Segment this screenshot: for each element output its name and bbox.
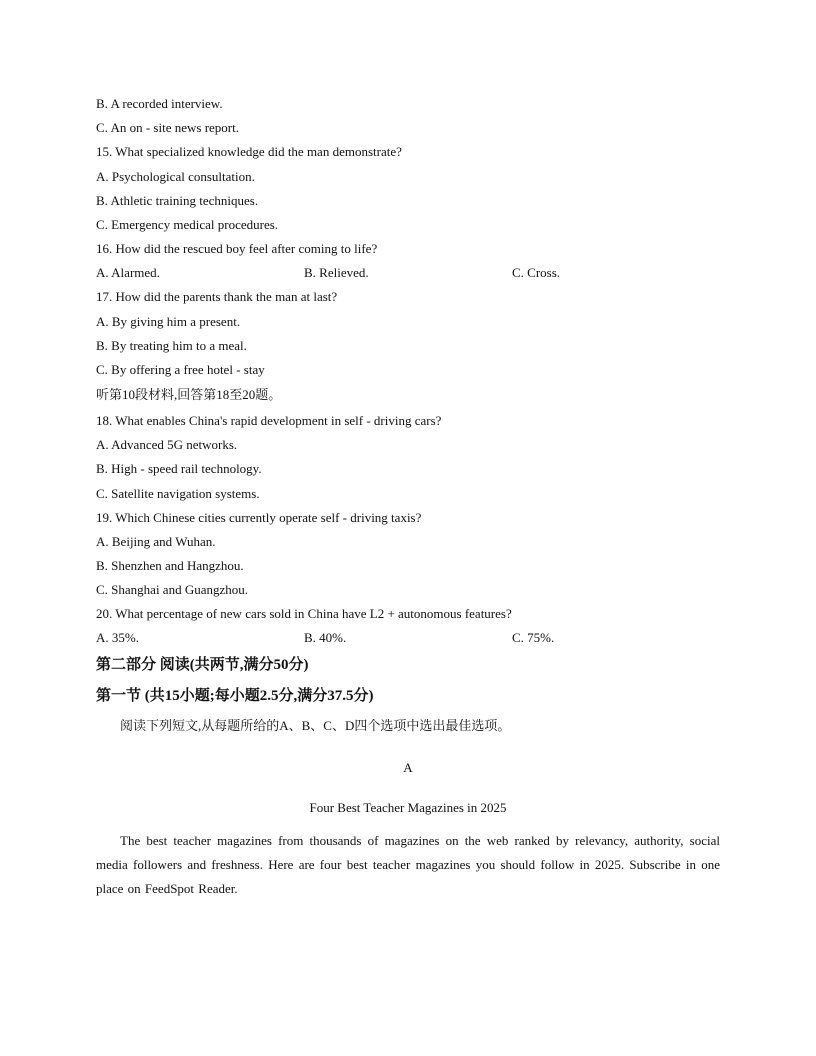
q19-option-a: A. Beijing and Wuhan. <box>96 534 216 549</box>
passage-paragraph: The best teacher magazines from thousands of magazines on the web ranked by relevancy, authority, social media followers and freshness. Here are four best teacher magazines you should follow in 2025. Subscribe in one place on FeedSpot Reader. <box>96 833 720 896</box>
q18-option-c: C. Satellite navigation systems. <box>96 486 260 501</box>
q18-option-b: B. High - speed rail technology. <box>96 461 262 476</box>
q20-option-b: B. 40%. <box>304 630 347 645</box>
q15-option-c: C. Emergency medical procedures. <box>96 217 279 232</box>
q18-question: 18. What enables China's rapid development in self - driving cars? <box>96 413 442 428</box>
q15-question: 15. What specialized knowledge did the man demonstrate? <box>96 144 402 159</box>
q19-question: 19. Which Chinese cities currently operate self - driving taxis? <box>96 510 422 525</box>
q14-option-b: B. A recorded interview. <box>96 96 223 111</box>
q16-option-a: A. Alarmed. <box>96 265 160 280</box>
passage-title: Four Best Teacher Magazines in 2025 <box>309 800 507 815</box>
q20-question: 20. What percentage of new cars sold in China have L2 + autonomous features? <box>96 606 512 621</box>
q16-option-c: C. Cross. <box>512 265 561 280</box>
q17-option-b: B. By treating him to a meal. <box>96 338 247 353</box>
q16-option-b: B. Relieved. <box>304 265 369 280</box>
q16-question: 16. How did the rescued boy feel after coming to life? <box>96 241 378 256</box>
q15-option-a: A. Psychological consultation. <box>96 169 255 184</box>
material10-instruction: 听第10段材料,回答第18至20题。 <box>96 387 282 402</box>
q18-option-a: A. Advanced 5G networks. <box>96 437 238 452</box>
q19-option-c: C. Shanghai and Guangzhou. <box>96 582 249 597</box>
q17-option-c: C. By offering a free hotel - stay <box>96 362 265 377</box>
q15-option-b: B. Athletic training techniques. <box>96 193 259 208</box>
reading-instruction: 阅读下列短文,从每题所给的A、B、C、D四个选项中选出最佳选项。 <box>120 718 511 733</box>
q17-question: 17. How did the parents thank the man at last? <box>96 289 338 304</box>
q20-option-a: A. 35%. <box>96 630 139 645</box>
q17-option-a: A. By giving him a present. <box>96 314 241 329</box>
passage-letter: A <box>403 760 413 775</box>
reading-section-title: 第一节 (共15小题;每小题2.5分,满分37.5分) <box>96 688 374 704</box>
q20-option-c: C. 75%. <box>512 630 555 645</box>
q14-option-c: C. An on - site news report. <box>96 120 239 135</box>
q19-option-b: B. Shenzhen and Hangzhou. <box>96 558 244 573</box>
reading-part-title: 第二部分 阅读(共两节,满分50分) <box>96 657 309 673</box>
